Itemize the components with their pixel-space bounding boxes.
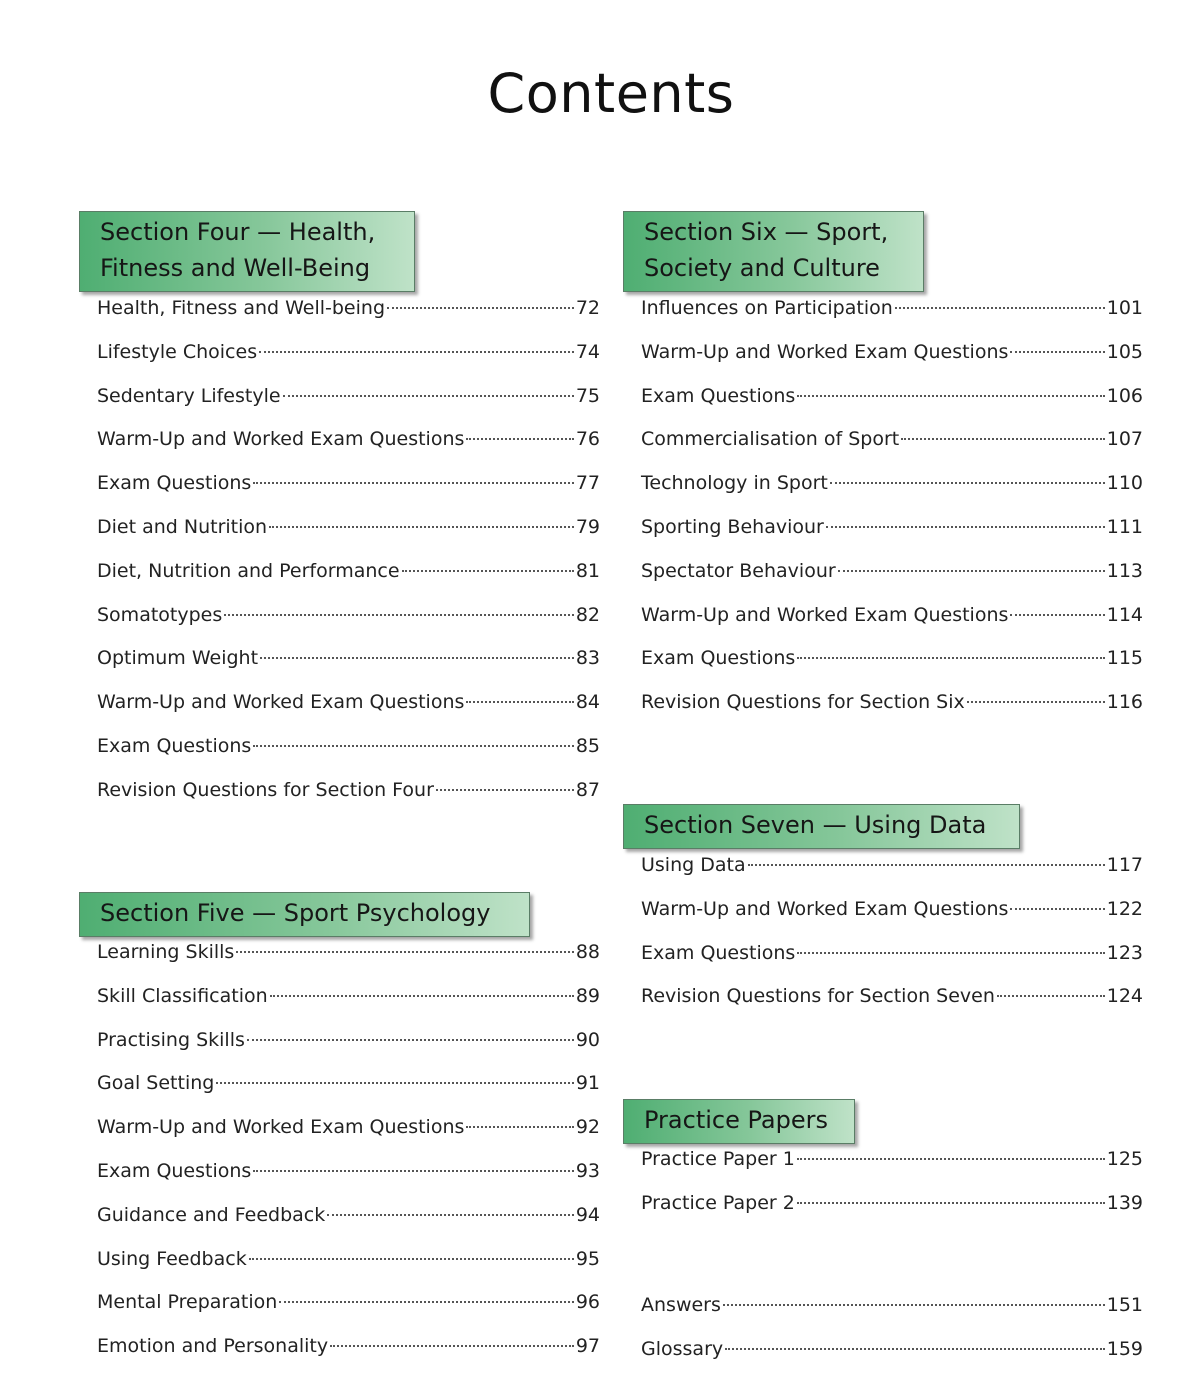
toc-entry[interactable]: [641, 1192, 1143, 1236]
toc-entry[interactable]: [97, 691, 600, 735]
page-title: Contents: [487, 62, 735, 125]
dot-leader: [797, 657, 1104, 659]
toc-entry-page-number: 105: [1106, 340, 1143, 363]
toc-entry-page-number: 79: [575, 515, 600, 538]
section-five-list: [97, 941, 600, 1379]
section-six-header-line-2: Society and Culture: [644, 254, 880, 282]
section-five-header: [79, 892, 530, 937]
toc-entry-title: Goal Setting: [97, 1072, 215, 1095]
toc-entry-title: Exam Questions: [641, 941, 796, 964]
dot-leader: [838, 570, 1105, 572]
toc-entry-title: Influences on Participation: [641, 297, 893, 319]
toc-entry[interactable]: [641, 1294, 1143, 1338]
toc-entry-title: Practice Paper 2: [641, 1191, 795, 1214]
dot-leader: [997, 995, 1105, 997]
toc-entry-page-number: 81: [575, 559, 600, 582]
toc-entry-page-number: 101: [1106, 297, 1143, 319]
section-five-header-line-1: Section Five — Sport Psychology: [100, 899, 491, 927]
toc-entry-page-number: 89: [575, 984, 600, 1007]
toc-entry[interactable]: [97, 1291, 600, 1335]
toc-entry-page-number: 123: [1106, 941, 1143, 964]
toc-entry-page-number: 139: [1106, 1191, 1143, 1214]
dot-leader: [402, 570, 574, 572]
toc-entry[interactable]: [641, 385, 1143, 429]
dot-leader: [436, 789, 574, 791]
toc-entry[interactable]: [97, 941, 600, 985]
section-six-header: [623, 211, 924, 292]
toc-entry[interactable]: [97, 735, 600, 779]
dot-leader: [1010, 908, 1104, 910]
toc-entry-title: Mental Preparation: [97, 1291, 278, 1314]
toc-entry-title: Lifestyle Choices: [97, 340, 258, 363]
toc-entry-page-number: 82: [575, 603, 600, 626]
toc-entry-page-number: 125: [1106, 1148, 1143, 1170]
dot-leader: [269, 526, 574, 528]
toc-entry[interactable]: [97, 560, 600, 604]
toc-entry-page-number: 124: [1106, 985, 1143, 1008]
toc-entry-page-number: 151: [1106, 1294, 1143, 1316]
dot-leader: [270, 995, 574, 997]
dot-leader: [216, 1082, 573, 1084]
toc-entry-page-number: 87: [575, 778, 600, 801]
toc-entry[interactable]: [97, 1248, 600, 1292]
toc-entry[interactable]: [641, 472, 1143, 516]
dot-leader: [253, 482, 573, 484]
toc-entry-title: Skill Classification: [97, 984, 268, 1007]
toc-entry-title: Somatotypes: [97, 603, 223, 626]
toc-entry-page-number: 77: [575, 472, 600, 495]
dot-leader: [723, 1304, 1105, 1306]
toc-entry[interactable]: [641, 898, 1143, 942]
section-four-header: [79, 211, 415, 292]
toc-entry[interactable]: [641, 516, 1143, 560]
toc-entry-page-number: 93: [575, 1159, 600, 1182]
toc-entry-page-number: 110: [1106, 472, 1143, 495]
toc-entry[interactable]: [641, 604, 1143, 648]
toc-entry-page-number: 91: [575, 1072, 600, 1095]
dot-leader: [797, 1202, 1105, 1204]
toc-entry-title: Commercialisation of Sport: [641, 428, 900, 451]
toc-entry-page-number: 88: [575, 941, 600, 963]
toc-entry[interactable]: [97, 1029, 600, 1073]
toc-entry-title: Diet and Nutrition: [97, 515, 268, 538]
toc-entry[interactable]: [641, 854, 1143, 898]
practice-papers-header-line-1: Practice Papers: [644, 1106, 828, 1134]
toc-entry[interactable]: [641, 1148, 1143, 1192]
toc-entry[interactable]: [97, 1204, 600, 1248]
toc-entry-page-number: 96: [575, 1291, 600, 1314]
dot-leader: [895, 307, 1105, 309]
toc-entry-title: Sedentary Lifestyle: [97, 384, 281, 407]
toc-entry-title: Warm-Up and Worked Exam Questions: [641, 340, 1009, 363]
section-four-header-line-2: Fitness and Well-Being: [100, 254, 371, 282]
toc-entry-page-number: 97: [575, 1335, 600, 1358]
dot-leader: [249, 1258, 574, 1260]
dot-leader: [1010, 351, 1104, 353]
toc-entry-page-number: 72: [575, 297, 600, 319]
toc-entry-page-number: 75: [575, 384, 600, 407]
toc-entry-page-number: 92: [575, 1116, 600, 1139]
toc-entry-title: Revision Questions for Section Four: [97, 778, 434, 801]
toc-entry[interactable]: [97, 1116, 600, 1160]
section-seven-list: [641, 854, 1143, 1029]
section-seven-header: [623, 804, 1020, 849]
toc-entry-title: Practising Skills: [97, 1028, 245, 1051]
toc-entry-title: Exam Questions: [97, 1159, 252, 1182]
toc-entry-title: Answers: [641, 1294, 721, 1316]
toc-entry-page-number: 106: [1106, 384, 1143, 407]
dot-leader: [259, 351, 574, 353]
toc-entry[interactable]: [641, 341, 1143, 385]
dot-leader: [797, 395, 1104, 397]
dot-leader: [826, 526, 1105, 528]
toc-entry-title: Using Data: [641, 854, 746, 876]
dot-leader: [1010, 614, 1104, 616]
toc-entry[interactable]: [641, 985, 1143, 1029]
toc-entry-page-number: 113: [1106, 559, 1143, 582]
toc-entry-title: Emotion and Personality: [97, 1335, 329, 1358]
toc-entry-title: Warm-Up and Worked Exam Questions: [97, 428, 465, 451]
toc-entry-title: Exam Questions: [641, 647, 796, 670]
toc-entry[interactable]: [641, 1338, 1143, 1382]
dot-leader: [830, 482, 1105, 484]
toc-entry-title: Exam Questions: [641, 384, 796, 407]
toc-entry-title: Technology in Sport: [641, 472, 828, 495]
toc-entry[interactable]: [641, 942, 1143, 986]
toc-entry-title: Optimum Weight: [97, 647, 259, 670]
toc-entry-title: Health, Fitness and Well-being: [97, 297, 386, 319]
toc-entry-title: Warm-Up and Worked Exam Questions: [641, 897, 1009, 920]
practice-papers-header: [623, 1099, 855, 1144]
toc-entry[interactable]: [641, 428, 1143, 472]
dot-leader: [967, 701, 1105, 703]
toc-entry[interactable]: [97, 779, 600, 823]
dot-leader: [224, 614, 574, 616]
dot-leader: [797, 1158, 1105, 1160]
dot-leader: [253, 745, 573, 747]
toc-entry-page-number: 76: [575, 428, 600, 451]
toc-entry-title: Exam Questions: [97, 734, 252, 757]
dot-leader: [466, 701, 573, 703]
toc-entry-title: Using Feedback: [97, 1247, 247, 1270]
toc-entry-page-number: 111: [1106, 515, 1143, 538]
toc-entry-page-number: 95: [575, 1247, 600, 1270]
toc-entry-title: Warm-Up and Worked Exam Questions: [641, 603, 1009, 626]
dot-leader: [387, 307, 574, 309]
toc-entry-title: Spectator Behaviour: [641, 559, 836, 582]
toc-entry-page-number: 115: [1106, 647, 1143, 670]
toc-entry[interactable]: [97, 604, 600, 648]
section-seven-header-line-1: Section Seven — Using Data: [644, 811, 987, 839]
toc-entry-title: Glossary: [641, 1337, 724, 1360]
toc-entry[interactable]: [97, 1335, 600, 1379]
toc-entry[interactable]: [641, 647, 1143, 691]
toc-entry-title: Guidance and Feedback: [97, 1203, 326, 1226]
toc-entry-page-number: 83: [575, 647, 600, 670]
toc-entry[interactable]: [97, 1160, 600, 1204]
toc-entry-page-number: 90: [575, 1028, 600, 1051]
toc-entry-title: Practice Paper 1: [641, 1148, 795, 1170]
toc-entry[interactable]: [641, 560, 1143, 604]
toc-entry-page-number: 114: [1106, 603, 1143, 626]
toc-entry-page-number: 85: [575, 734, 600, 757]
toc-entry-title: Warm-Up and Worked Exam Questions: [97, 691, 465, 714]
toc-entry[interactable]: [641, 691, 1143, 735]
dot-leader: [283, 395, 574, 397]
toc-entry-page-number: 94: [575, 1203, 600, 1226]
section-four-list: [97, 297, 600, 823]
dot-leader: [466, 438, 573, 440]
dot-leader: [725, 1348, 1105, 1350]
toc-entry[interactable]: [97, 428, 600, 472]
toc-entry-title: Revision Questions for Section Seven: [641, 985, 995, 1008]
back-matter-list: [641, 1294, 1143, 1382]
dot-leader: [327, 1214, 574, 1216]
toc-entry[interactable]: [641, 297, 1143, 341]
toc-entry-page-number: 74: [575, 340, 600, 363]
toc-entry-title: Warm-Up and Worked Exam Questions: [97, 1116, 465, 1139]
toc-entry-page-number: 117: [1106, 854, 1143, 876]
toc-entry[interactable]: [97, 516, 600, 560]
section-four-header-line-1: Section Four — Health,: [100, 218, 376, 246]
toc-entry-title: Sporting Behaviour: [641, 515, 824, 538]
toc-entry-page-number: 84: [575, 691, 600, 714]
toc-entry[interactable]: [97, 647, 600, 691]
toc-entry-page-number: 116: [1106, 691, 1143, 714]
dot-leader: [466, 1126, 573, 1128]
dot-leader: [748, 864, 1105, 866]
toc-entry[interactable]: [97, 385, 600, 429]
dot-leader: [260, 657, 574, 659]
dot-leader: [279, 1301, 574, 1303]
toc-entry-page-number: 122: [1106, 897, 1143, 920]
section-six-list: [641, 297, 1143, 735]
toc-entry-title: Diet, Nutrition and Performance: [97, 559, 400, 582]
dot-leader: [797, 952, 1104, 954]
toc-entry-title: Exam Questions: [97, 472, 252, 495]
dot-leader: [330, 1345, 574, 1347]
toc-entry[interactable]: [97, 341, 600, 385]
toc-entry[interactable]: [97, 297, 600, 341]
section-six-header-line-1: Section Six — Sport,: [644, 218, 889, 246]
toc-entry[interactable]: [97, 472, 600, 516]
toc-entry-title: Learning Skills: [97, 941, 235, 963]
dot-leader: [901, 438, 1104, 440]
toc-entry[interactable]: [97, 985, 600, 1029]
dot-leader: [236, 951, 573, 953]
toc-entry-page-number: 159: [1106, 1337, 1143, 1360]
dot-leader: [253, 1170, 573, 1172]
toc-entry[interactable]: [97, 1072, 600, 1116]
dot-leader: [247, 1039, 574, 1041]
practice-papers-list: [641, 1148, 1143, 1236]
toc-entry-title: Revision Questions for Section Six: [641, 691, 965, 714]
toc-entry-page-number: 107: [1106, 428, 1143, 451]
